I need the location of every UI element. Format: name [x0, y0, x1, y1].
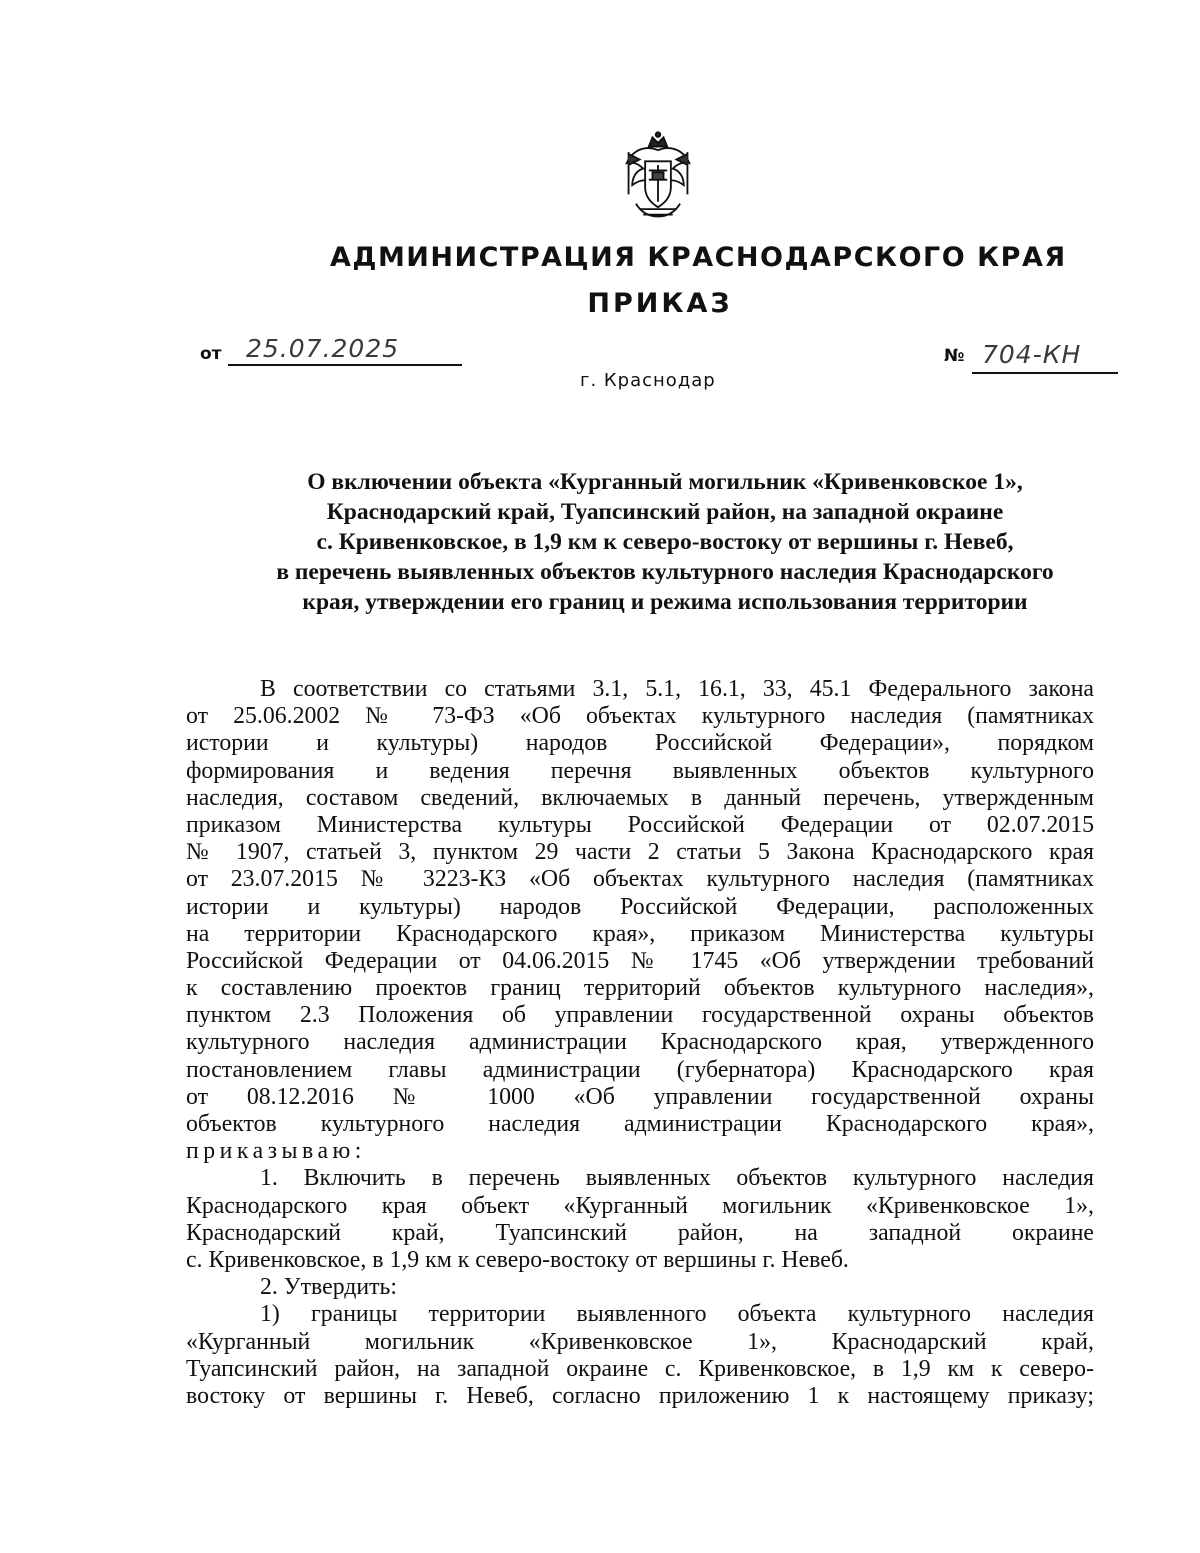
city-label: г. Краснодар	[580, 370, 716, 391]
heading-line: О включении объекта «Курганный могильник «Кривенковское 1»,	[307, 469, 1023, 495]
body-line: на территории Краснодарского края», приказом Министерства культуры	[186, 920, 1094, 947]
organization-title: АДМИНИСТРАЦИЯ КРАСНОДАРСКОГО КРАЯ	[330, 242, 1067, 273]
body-line: формирования и ведения перечня выявленных объектов культурного	[186, 757, 1094, 784]
body-line: пунктом 2.3 Положения об управлении государственной охраны объектов	[186, 1002, 1094, 1029]
body-line: Российской Федерации от 04.06.2015 № 1745 «Об утверждении требований	[186, 947, 1094, 974]
body-line-order-word: приказываю:	[186, 1138, 366, 1165]
date-label: от	[200, 344, 222, 364]
heading-line: Краснодарский край, Туапсинский район, на западной окраине	[326, 499, 1004, 525]
body-line: истории и культуры) народов Российской Федерации, расположенных	[186, 893, 1094, 920]
body-line: культурного наследия администрации Краснодарского края, утвержденного	[186, 1029, 1094, 1056]
heading-line: с. Кривенковское, в 1,9 км к северо-востоку от вершины г. Невеб,	[316, 529, 1014, 555]
body-line: 1) границы территории выявленного объекта культурного наследия	[260, 1301, 1094, 1328]
body-line: востоку от вершины г. Невеб, согласно приложению 1 к настоящему приказу;	[186, 1382, 1094, 1409]
body-line: от 08.12.2016 № 1000 «Об управлении государственной охраны	[186, 1083, 1094, 1110]
coat-of-arms-icon	[612, 130, 704, 222]
body-line: от 25.06.2002 № 73-ФЗ «Об объектах культурного наследия (памятниках	[186, 703, 1094, 730]
body-line: постановлением главы администрации (губернатора) Краснодарского края	[186, 1056, 1094, 1083]
number-label: №	[944, 346, 965, 366]
heading-line: края, утверждении его границ и режима использования территории	[302, 589, 1028, 615]
body-line: наследия, составом сведений, включаемых в данный перечень, утвержденным	[186, 784, 1094, 811]
handwritten-date: 25.07.2025	[246, 334, 400, 363]
document-body	[186, 676, 1094, 1410]
handwritten-number: 704-КН	[982, 340, 1082, 369]
body-line: Туапсинский район, на западной окраине с. Кривенковское, в 1,9 км к северо-	[186, 1355, 1094, 1382]
body-line: 1. Включить в перечень выявленных объектов культурного наследия	[260, 1165, 1094, 1192]
body-line: приказом Министерства культуры Российской Федерации от 02.07.2015	[186, 811, 1094, 838]
body-line: Краснодарский край, Туапсинский район, на западной окраине	[186, 1219, 1094, 1246]
body-line: от 23.07.2015 № 3223-КЗ «Об объектах культурного наследия (памятниках	[186, 866, 1094, 893]
document-heading	[150, 467, 1180, 617]
body-line: Краснодарского края объект «Курганный могильник «Кривенковское 1»,	[186, 1192, 1094, 1219]
body-line: объектов культурного наследия администрации Краснодарского края»,	[186, 1111, 1094, 1137]
body-line: с. Кривенковское, в 1,9 км к северо-востоку от вершины г. Невеб.	[186, 1246, 849, 1273]
heading-line: в перечень выявленных объектов культурного наследия Краснодарского	[276, 559, 1054, 585]
document-kind: ПРИКАЗ	[587, 288, 733, 319]
body-line: «Курганный могильник «Кривенковское 1», Краснодарский край,	[186, 1328, 1094, 1355]
body-line: к составлению проектов границ территорий объектов культурного наследия»,	[186, 975, 1094, 1002]
body-line: 2. Утвердить:	[260, 1274, 397, 1301]
body-line: В соответствии со статьями 3.1, 5.1, 16.1, 33, 45.1 Федерального закона	[260, 676, 1094, 702]
body-line: истории и культуры) народов Российской Федерации», порядком	[186, 730, 1094, 757]
body-line: № 1907, статьей 3, пунктом 29 части 2 статьи 5 Закона Краснодарского края	[186, 839, 1094, 866]
